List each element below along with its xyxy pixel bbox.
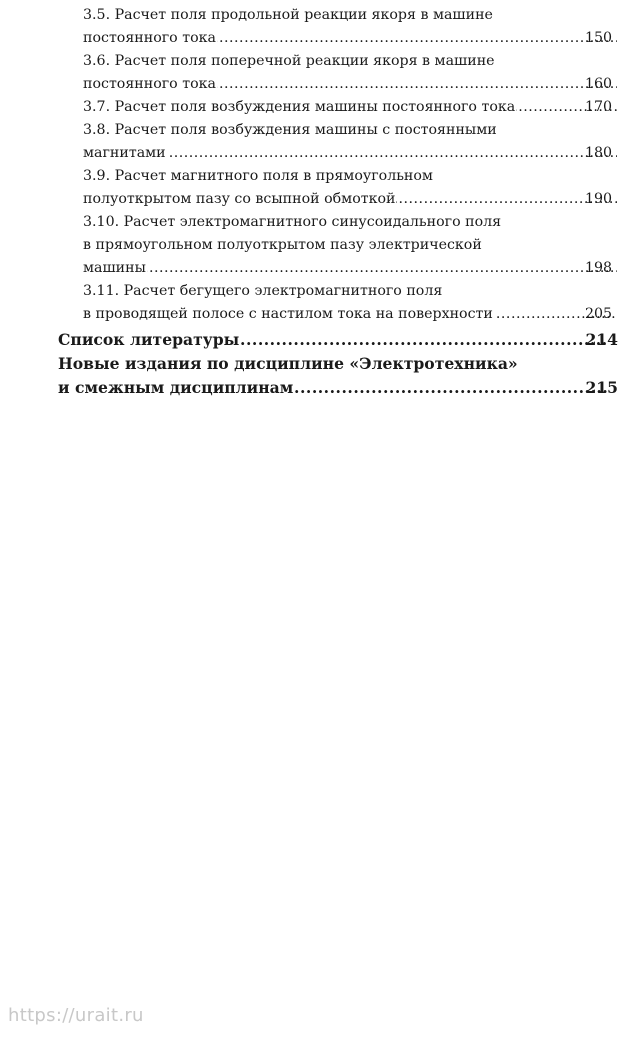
toc-entry-title-line: 3.5. Расчет поля продольной реакции якоря в машине xyxy=(83,7,493,23)
toc-entry-title-line: 3.9. Расчет магнитного поля в прямоугольном xyxy=(83,168,433,184)
toc-entry[interactable] xyxy=(58,50,618,96)
toc-entry-leader-line xyxy=(58,376,618,400)
toc-entry[interactable] xyxy=(58,328,618,352)
toc-entry-title: полуоткрытом пазу со всыпной обмоткой xyxy=(83,191,396,207)
toc-entry-page-number: 215 xyxy=(585,378,618,397)
toc-entry-leader-line: магнитами ..... 180 xyxy=(116,142,618,165)
toc-entry-title-line: Новые издания по дисциплине «Электротехника» xyxy=(58,354,518,373)
toc-entry-title: и смежным дисциплинам xyxy=(58,378,294,397)
toc-entry-leader-line: 3.7. Расчет поля возбуждения машины постоянного тока ..... 170 xyxy=(116,96,618,119)
toc-entry-leader-line: постоянного тока ..... 150 xyxy=(116,27,618,50)
toc-entry-leader-line: в проводящей полосе с настилом тока на поверхности ..... 205 xyxy=(116,303,618,326)
table-of-contents xyxy=(58,4,618,400)
toc-entry-title-line: 3.6. Расчет поля поперечной реакции якоря в машине xyxy=(83,53,495,69)
toc-entry[interactable] xyxy=(58,352,618,400)
toc-entry[interactable] xyxy=(58,119,618,165)
toc-entry-leader-line: машины ..... 198 xyxy=(116,257,618,280)
toc-entry[interactable] xyxy=(58,96,618,119)
dot-leader xyxy=(294,376,608,400)
toc-entry-leader-line xyxy=(58,328,618,352)
dot-leader xyxy=(396,188,617,211)
toc-entry-title-line: 3.8. Расчет поля возбуждения машины с постоянными xyxy=(83,122,497,138)
toc-entry-leader-line: постоянного тока ..... 160 xyxy=(116,73,618,96)
toc-entry[interactable] xyxy=(58,280,618,326)
toc-entry-title: машины xyxy=(83,260,146,276)
toc-entry-page-number: 214 xyxy=(585,330,618,349)
toc-entry-title: магнитами xyxy=(83,145,166,161)
toc-entry[interactable] xyxy=(58,4,618,50)
toc-entry-title-line: 3.10. Расчет электромагнитного синусоидального поля xyxy=(83,214,502,230)
toc-entry-title-line: в прямоугольном полуоткрытом пазу электрической xyxy=(83,237,482,253)
dot-leader xyxy=(147,257,617,280)
toc-entry-title: постоянного тока xyxy=(83,76,216,92)
toc-entry[interactable] xyxy=(58,165,618,211)
watermark-url: https://urait.ru xyxy=(8,1005,144,1026)
dot-leader xyxy=(240,328,608,352)
dot-leader xyxy=(217,73,617,96)
toc-entry-title: в проводящей полосе с настилом тока на поверхности xyxy=(83,306,493,322)
toc-entry-title: Список литературы xyxy=(58,330,240,349)
toc-entry-title-line: 3.11. Расчет бегущего электромагнитного поля xyxy=(83,283,443,299)
toc-entry-title: постоянного тока xyxy=(83,30,216,46)
toc-entry[interactable] xyxy=(58,211,618,280)
dot-leader xyxy=(217,27,617,50)
dot-leader xyxy=(167,142,617,165)
toc-entry-title: 3.7. Расчет поля возбуждения машины постоянного тока xyxy=(83,99,516,115)
toc-entry-leader-line: полуоткрытом пазу со всыпной обмоткой ..... 190 xyxy=(116,188,618,211)
